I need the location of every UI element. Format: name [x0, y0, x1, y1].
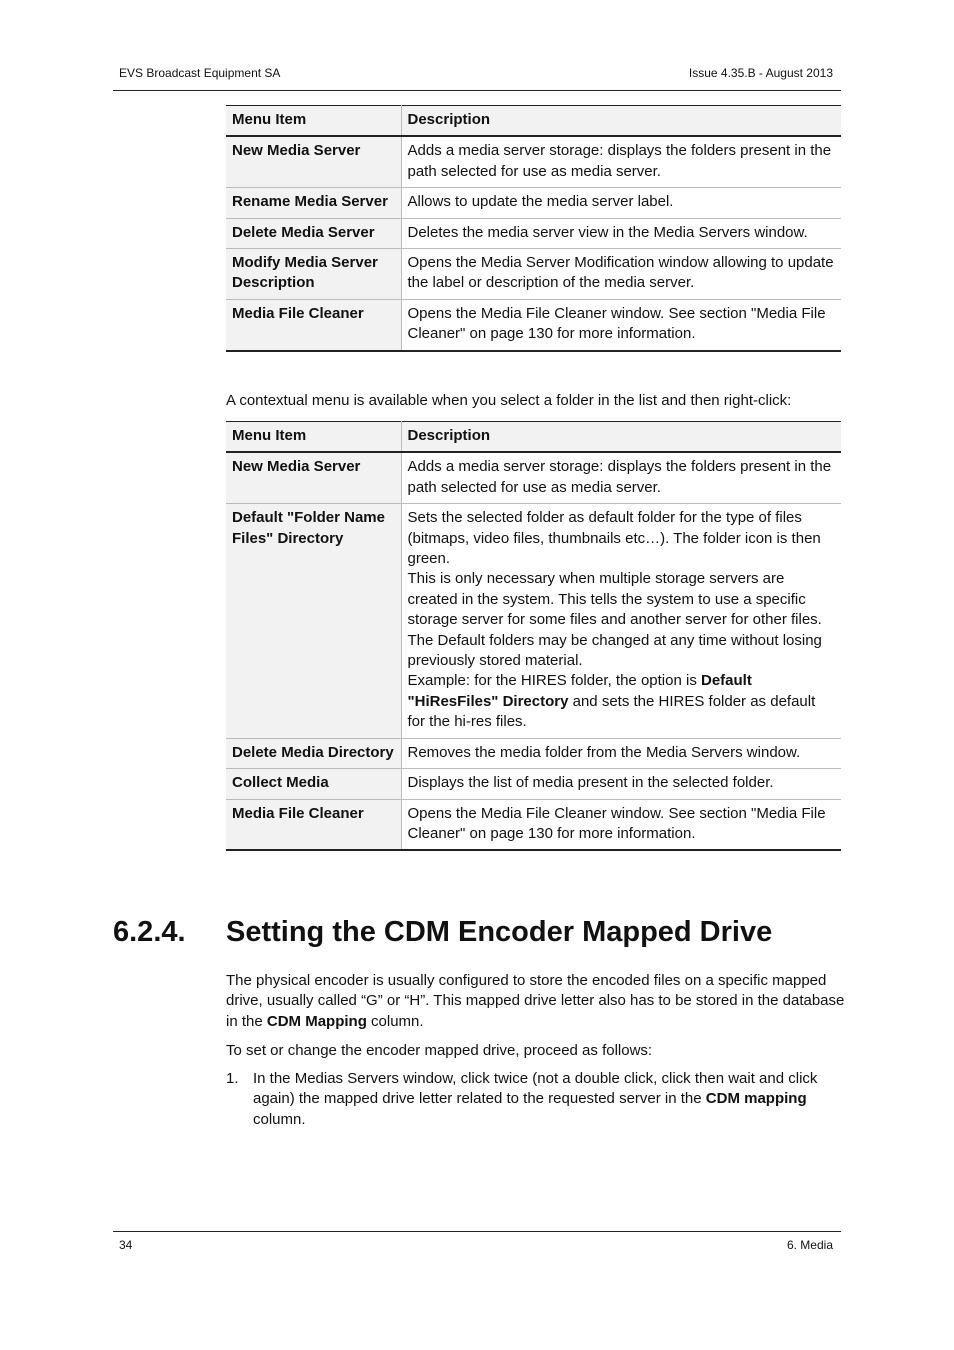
menu-item-cell: Media File Cleaner [226, 299, 401, 350]
section-number: 6.2.4. [113, 916, 186, 948]
text-run: and sets the HIRES folder as default for the hi-res files. [407, 692, 816, 731]
option-name-bold: Default "HiResFiles" Directory [407, 672, 752, 710]
header-issue: Issue 4.35.B - August 2013 [688, 66, 833, 80]
table-header-row [226, 422, 841, 453]
table-row [226, 799, 841, 850]
description-cell: Opens the Media File Cleaner window. See section "Media File Cleaner" on page 130 for more information. [401, 799, 841, 850]
table-row [226, 769, 841, 799]
table-row [226, 299, 841, 350]
context-menu-intro: A contextual menu is available when you select a folder in the list and then right-click: [226, 392, 792, 409]
menu-item-cell: Delete Media Directory [226, 738, 401, 768]
header-divider [113, 90, 841, 91]
description-paragraph: The Default folders may be changed at any time without losing previously stored material. [407, 631, 822, 670]
menu-item-cell: New Media Server [226, 136, 401, 187]
description-cell [401, 504, 841, 738]
description-cell: Displays the list of media present in the selected folder. [401, 769, 841, 799]
page-number: 34 [119, 1238, 133, 1252]
menu-item-cell: Modify Media Server Description [226, 249, 401, 300]
body-paragraph: To set or change the encoder mapped drive, proceed as follows: [226, 1042, 653, 1059]
text-run: The physical encoder is usually configured to store the encoded files on a specific mapped drive, usually called “G” or “H”. This mapped drive letter also has to be stored in the database in the [226, 972, 845, 1030]
description-cell: Adds a media server storage: displays the folders present in the path selected for use as media server. [401, 136, 841, 187]
column-header-description: Description [401, 422, 841, 453]
step-text [253, 1069, 843, 1130]
menu-item-cell: Default "Folder Name Files" Directory [226, 504, 401, 738]
column-header-menu-item: Menu Item [226, 106, 401, 137]
description-paragraph [408, 671, 836, 732]
description-cell: Opens the Media File Cleaner window. See section "Media File Cleaner" on page 130 for more information. [401, 299, 841, 350]
description-paragraph: Sets the selected folder as default folder for the type of files (bitmaps, video files, thumbnails etc…). The folder icon is then green. [407, 509, 821, 568]
chapter-name: 6. Media [786, 1238, 833, 1252]
table-row [226, 136, 841, 187]
media-server-menu-table [226, 105, 841, 352]
header-company: EVS Broadcast Equipment SA [119, 66, 281, 80]
column-header-description: Description [401, 106, 841, 137]
menu-item-cell: New Media Server [226, 452, 401, 503]
text-run: Example: for the HIRES folder, the option is [407, 672, 701, 690]
footer-divider [113, 1231, 841, 1232]
description-cell: Allows to update the media server label. [401, 188, 841, 218]
description-cell: Deletes the media server view in the Media Servers window. [401, 218, 841, 248]
column-name-bold: CDM mapping [705, 1090, 807, 1108]
column-name-bold: CDM Mapping [266, 1012, 367, 1030]
description-cell: Adds a media server storage: displays the folders present in the path selected for use as media server. [401, 452, 841, 503]
table-row [226, 452, 841, 503]
menu-item-cell: Rename Media Server [226, 188, 401, 218]
description-cell: Removes the media folder from the Media Servers window. [401, 738, 841, 768]
step-number: 1. [226, 1070, 239, 1087]
table-row [226, 218, 841, 248]
table-row [226, 188, 841, 218]
text-run: column. [366, 1012, 424, 1030]
column-header-menu-item: Menu Item [226, 422, 401, 453]
table-row [226, 504, 841, 738]
description-cell: Opens the Media Server Modification window allowing to update the label or description of the media server. [401, 249, 841, 300]
body-paragraph [226, 971, 846, 1032]
folder-context-menu-table [226, 421, 841, 851]
description-paragraph: This is only necessary when multiple storage servers are created in the system. This tells the system to use a specific storage server for some files and another server for other files. [407, 570, 822, 629]
section-title: Setting the CDM Encoder Mapped Drive [226, 916, 773, 948]
table-row [226, 738, 841, 768]
menu-item-cell: Delete Media Server [226, 218, 401, 248]
menu-item-cell: Collect Media [226, 769, 401, 799]
page-header [113, 66, 841, 86]
text-run: column. [253, 1110, 306, 1128]
menu-item-cell: Media File Cleaner [226, 799, 401, 850]
table-row [226, 249, 841, 300]
text-run: In the Medias Servers window, click twice (not a double click, click then wait and click again) the mapped drive letter related to the requested server in the [253, 1070, 818, 1108]
table-header-row [226, 106, 841, 137]
